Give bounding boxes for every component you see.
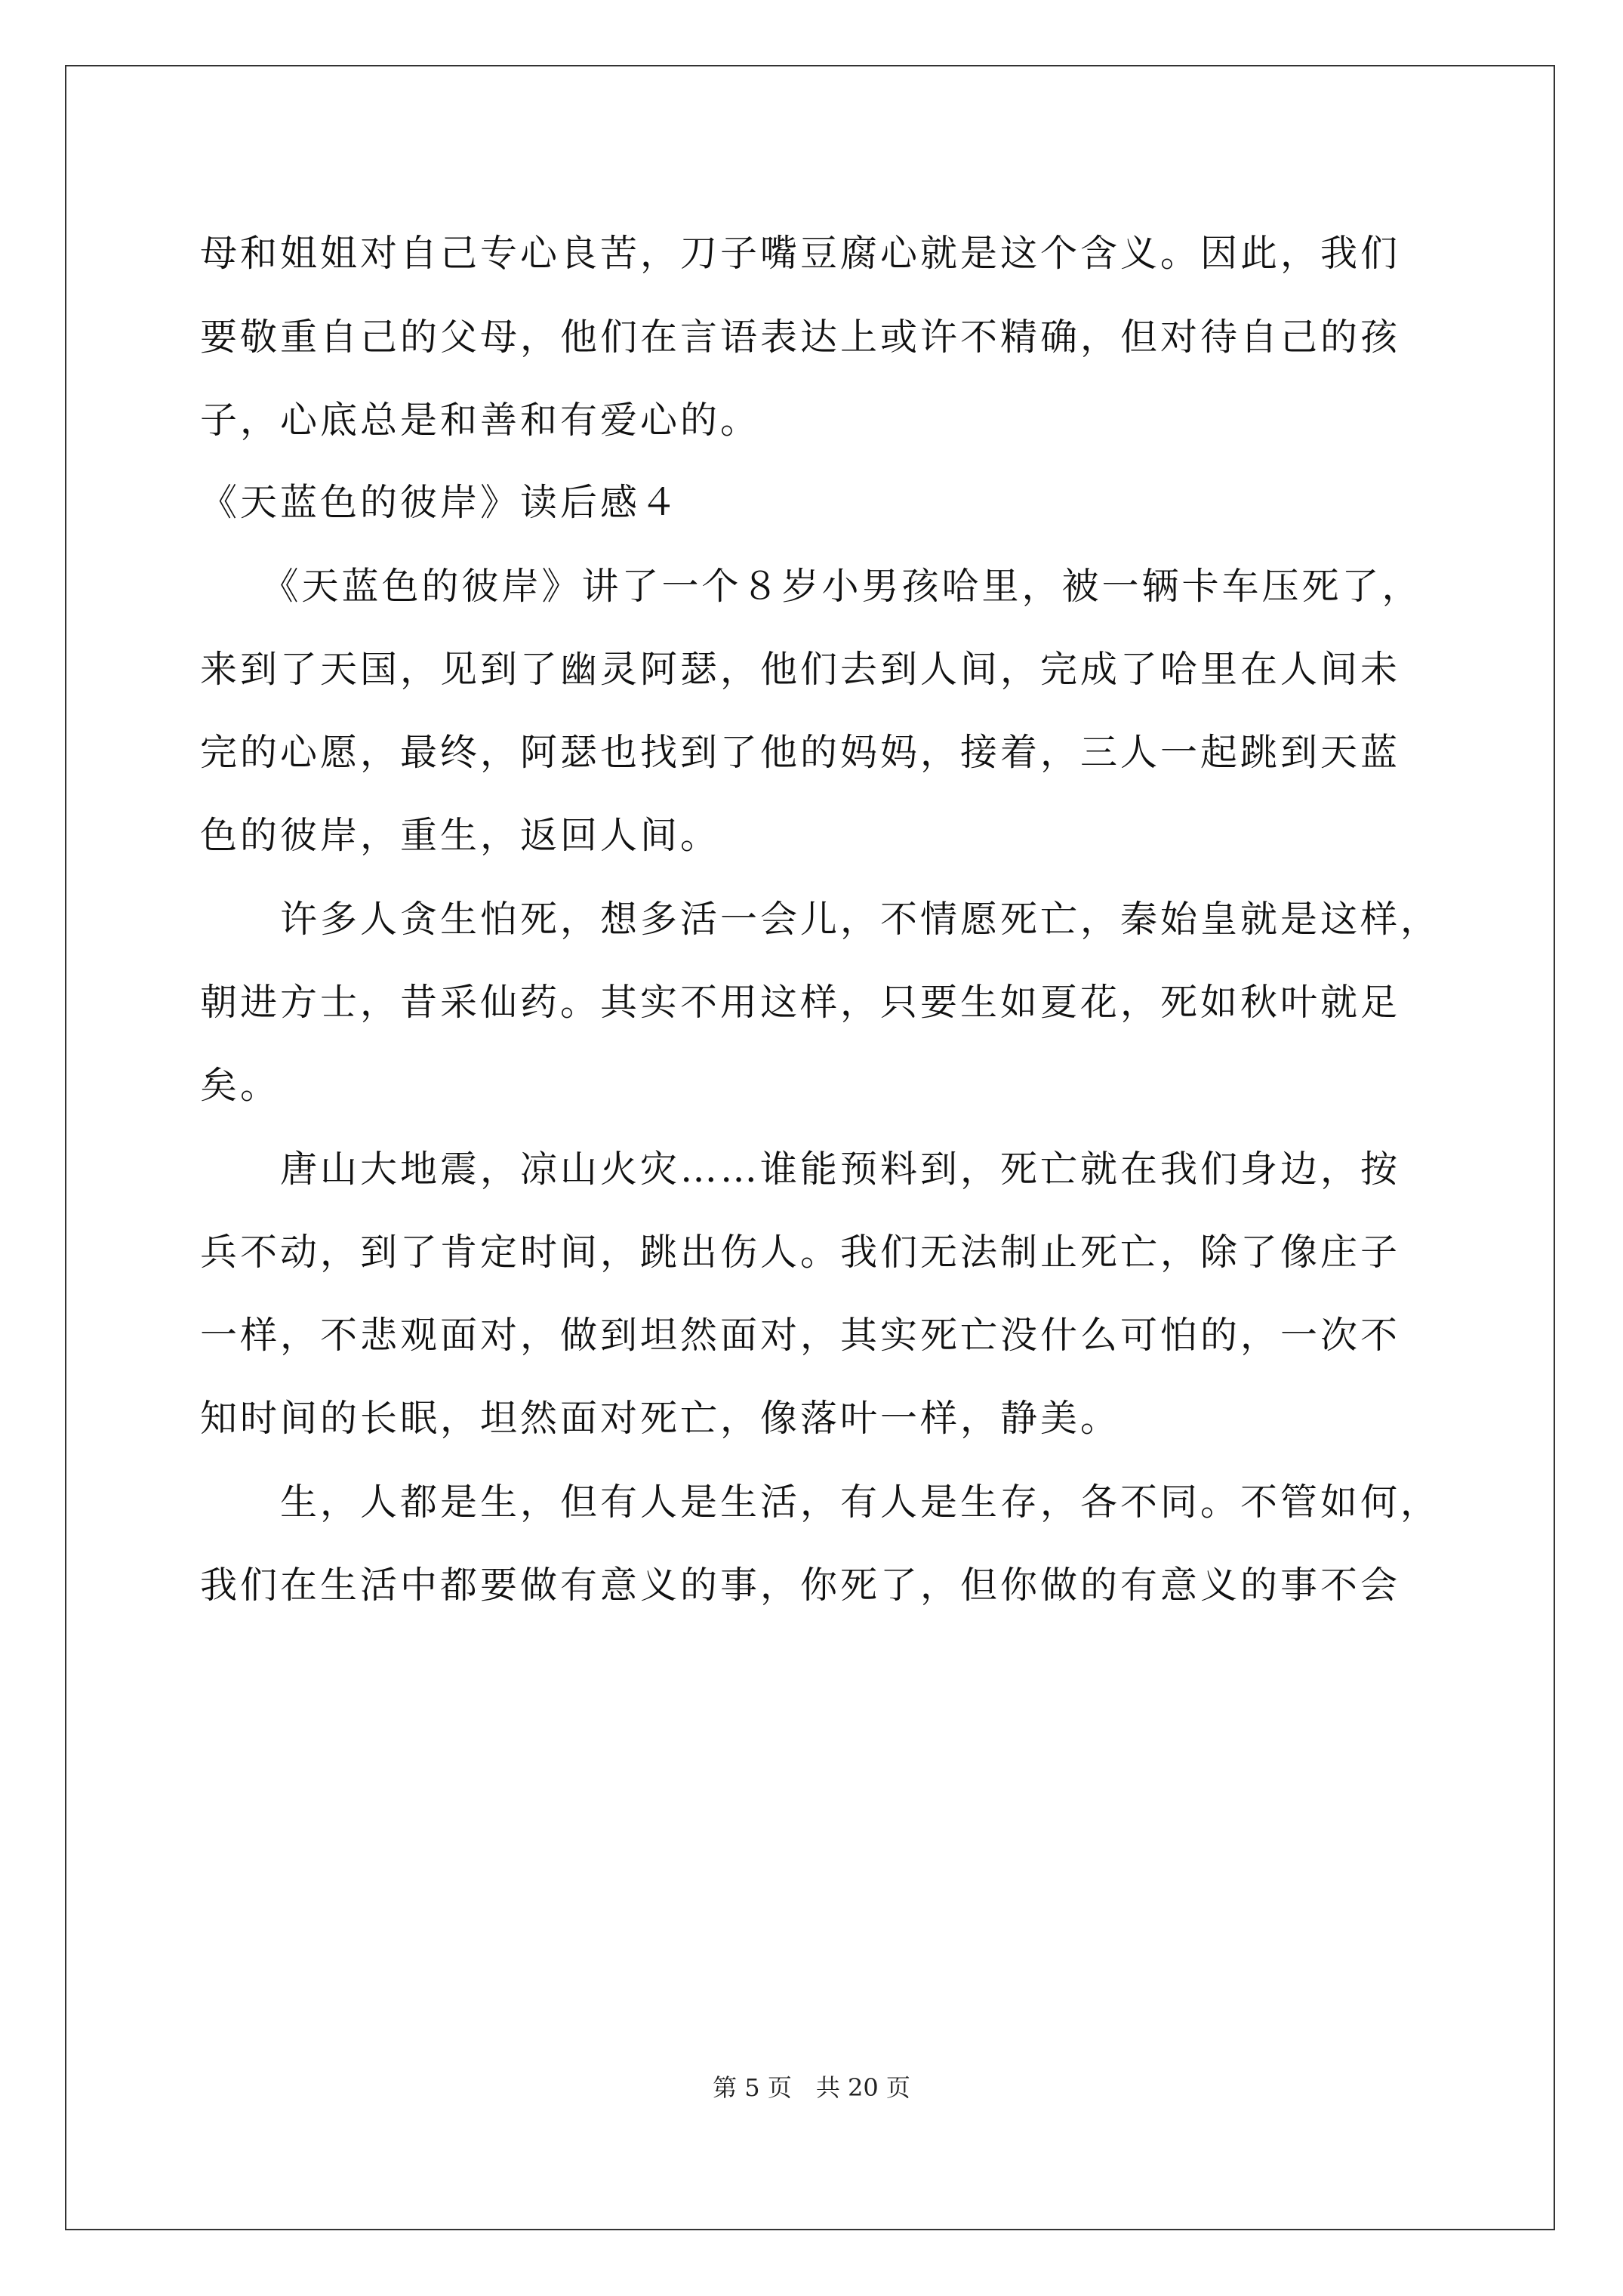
text-line: 要敬重自己的父母，他们在言语表达上或许不精确，但对待自己的孩 [200,316,1401,359]
text-line: 《天蓝色的彼岸》讲了一个８岁小男孩哈里，被一辆卡车压死了， [200,565,1422,608]
text-line: 母和姐姐对自己专心良苦，刀子嘴豆腐心就是这个含义。因此，我们 [200,232,1401,275]
text-line: 知时间的长眠，坦然面对死亡，像落叶一样，静美。 [200,1397,1121,1440]
text-line: 我们在生活中都要做有意义的事，你死了，但你做的有意义的事不会 [200,1564,1401,1607]
text-line: 兵不动，到了肯定时间，跳出伤人。我们无法制止死亡，除了像庄子 [200,1231,1401,1274]
text-line: 完的心愿，最终，阿瑟也找到了他的妈妈，接着，三人一起跳到天蓝 [200,731,1401,774]
text-line: 子，心底总是和善和有爱心的。 [200,399,761,442]
text-line: 朝进方士，昔采仙药。其实不用这样，只要生如夏花，死如秋叶就足 [200,981,1401,1024]
text-line: 矣。 [200,1064,281,1107]
section-heading: 《天蓝色的彼岸》读后感４ [200,481,681,524]
text-line: 一样，不悲观面对，做到坦然面对，其实死亡没什么可怕的，一次不 [200,1314,1401,1357]
text-line: 生，人都是生，但有人是生活，有人是生存，各不同。不管如何， [200,1481,1441,1524]
text-line: 唐山大地震，凉山火灾……谁能预料到，死亡就在我们身边，按 [200,1148,1401,1191]
text-line: 色的彼岸，重生，返回人间。 [200,814,721,857]
text-line: 许多人贪生怕死，想多活一会儿，不情愿死亡，秦始皇就是这样， [200,898,1441,941]
text-line: 来到了天国，见到了幽灵阿瑟，他们去到人间，完成了哈里在人间未 [200,648,1401,691]
page-number-footer: 第 5 页 共 20 页 [713,2073,910,2102]
